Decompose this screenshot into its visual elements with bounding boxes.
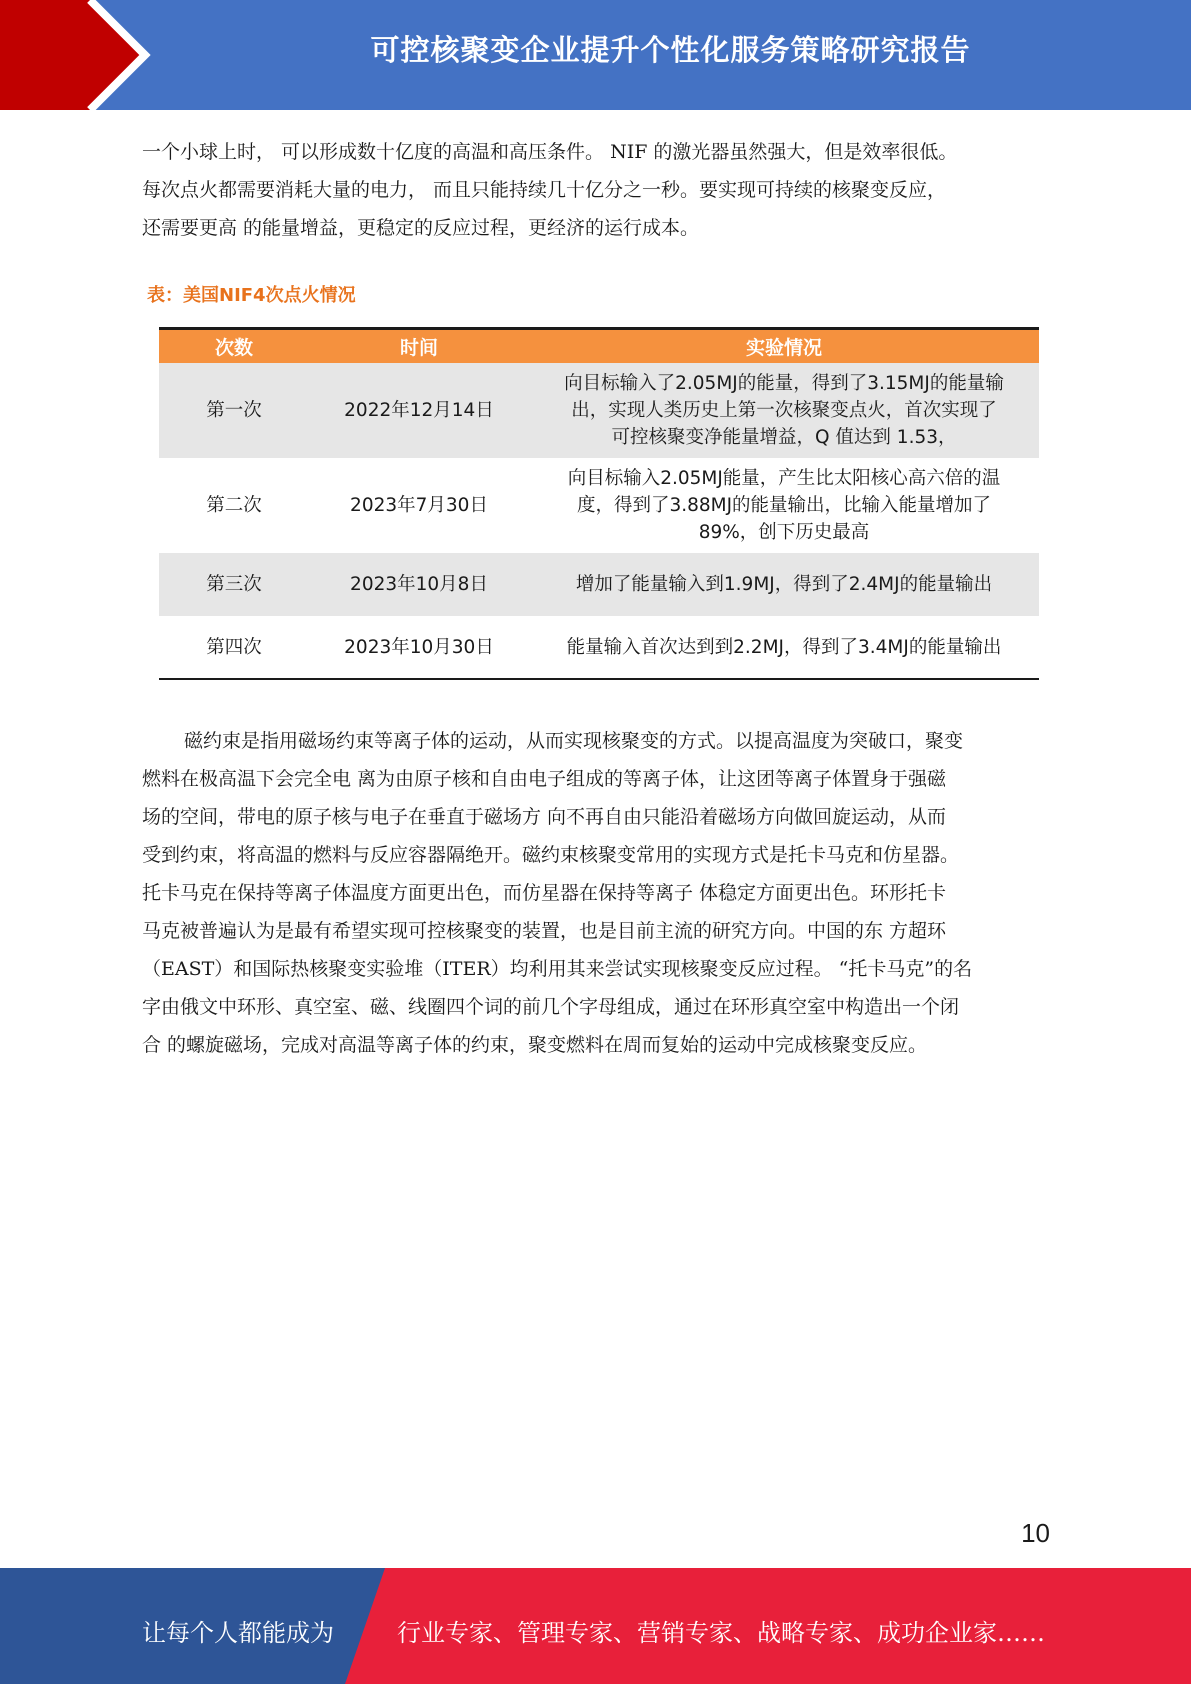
cell-count: 第二次 [206, 495, 262, 516]
table-row [159, 553, 1039, 616]
text-line: 合 的螺旋磁场，完成对高温等离子体的约束，聚变燃料在周而复始的运动中完成核聚变反应。 [142, 1034, 928, 1056]
cell-line: 出，实现人类历史上第一次核聚变点火，首次实现了 [571, 400, 997, 421]
cell-experiment [529, 616, 1039, 679]
table-header-row [159, 329, 1039, 364]
footer-slogan-left: 让每个人都能成为 [142, 1619, 334, 1647]
page-footer [0, 1568, 1191, 1684]
cell-count: 第三次 [206, 574, 262, 595]
text-line: 每次点火都需要消耗大量的电力， 而且只能持续几十亿分之一秒。要实现可持续的核聚变反应， [142, 179, 947, 201]
header-date: 时间 [399, 337, 438, 359]
table-row [159, 458, 1039, 553]
cell-date: 2023年10月30日 [344, 636, 494, 658]
page-header [0, 0, 1191, 110]
text-line: 磁约束是指用磁场约束等离子体的运动，从而实现核聚变的方式。以提高温度为突破口，聚变 [184, 730, 964, 752]
cell-line: 能量输入首次达到到2.2MJ，得到了3.4MJ的能量输出 [566, 636, 1002, 658]
text-line: 燃料在极高温下会完全电 离为由原子核和自由电子组成的等离子体，让这团等离子体置身于强磁 [142, 768, 947, 790]
table-row [159, 616, 1039, 679]
header-arrow-decoration [0, 0, 160, 110]
cell-line: 向目标输入了2.05MJ的能量，得到了3.15MJ的能量输 [564, 373, 1004, 394]
cell-line: 可控核聚变净能量增益，Q 值达到 1.53， [611, 427, 957, 448]
cell-line: 增加了能量输入到1.9MJ，得到了2.4MJ的能量输出 [575, 574, 993, 595]
text-line: 还需要更高 的能量增益，更稳定的反应过程，更经济的运行成本。 [142, 217, 700, 239]
cell-line: 度，得到了3.88MJ的能量输出，比输入能量增加了 [576, 495, 992, 516]
nif-ignition-table [159, 327, 1039, 680]
text-line: 托卡马克在保持等离子体温度方面更出色，而仿星器在保持等离子 体稳定方面更出色。环形托卡 [142, 882, 947, 904]
cell-line: 向目标输入2.05MJ能量，产生比太阳核心高六倍的温 [567, 468, 1001, 489]
cell-line: 89%，创下历史最高 [698, 522, 870, 543]
cell-experiment [529, 458, 1039, 553]
cell-count: 第四次 [206, 636, 262, 658]
text-line: 一个小球上时， 可以形成数十亿度的高温和高压条件。 NIF 的激光器虽然强大，但是效率很低。 [142, 141, 958, 163]
report-title: 可控核聚变企业提升个性化服务策略研究报告 [370, 33, 971, 67]
header-count: 次数 [214, 337, 253, 359]
table-caption: 表：美国NIF4次点火情况 [147, 285, 356, 306]
text-line: 场的空间，带电的原子核与电子在垂直于磁场方 向不再自由只能沿着磁场方向做回旋运动，从而 [142, 806, 947, 828]
text-line: （EAST）和国际热核聚变实验堆（ITER）均利用其来尝试实现核聚变反应过程。 “托卡马克”的名 [142, 958, 973, 980]
header-experiment: 实验情况 [745, 337, 822, 359]
table-row [159, 363, 1039, 458]
cell-experiment [529, 363, 1039, 458]
cell-date: 2023年7月30日 [350, 495, 488, 516]
cell-date: 2023年10月8日 [350, 574, 488, 595]
paragraph-intro [142, 133, 1048, 247]
text-line: 马克被普遍认为是最有希望实现可控核聚变的装置，也是目前主流的研究方向。中国的东 方超环 [142, 920, 947, 942]
paragraph-magnetic-confinement [142, 722, 1048, 1064]
text-line: 字由俄文中环形、真空室、磁、线圈四个词的前几个字母组成，通过在环形真空室中构造出一个闭 [142, 996, 960, 1018]
cell-experiment [529, 553, 1039, 616]
cell-count: 第一次 [206, 400, 262, 421]
cell-date: 2022年12月14日 [344, 400, 494, 421]
page-number: 10 [1021, 1518, 1050, 1548]
footer-slogan-right: 行业专家、管理专家、营销专家、战略专家、成功企业家…… [397, 1619, 1045, 1647]
text-line: 受到约束，将高温的燃料与反应容器隔绝开。磁约束核聚变常用的实现方式是托卡马克和仿星器。 [142, 844, 960, 866]
